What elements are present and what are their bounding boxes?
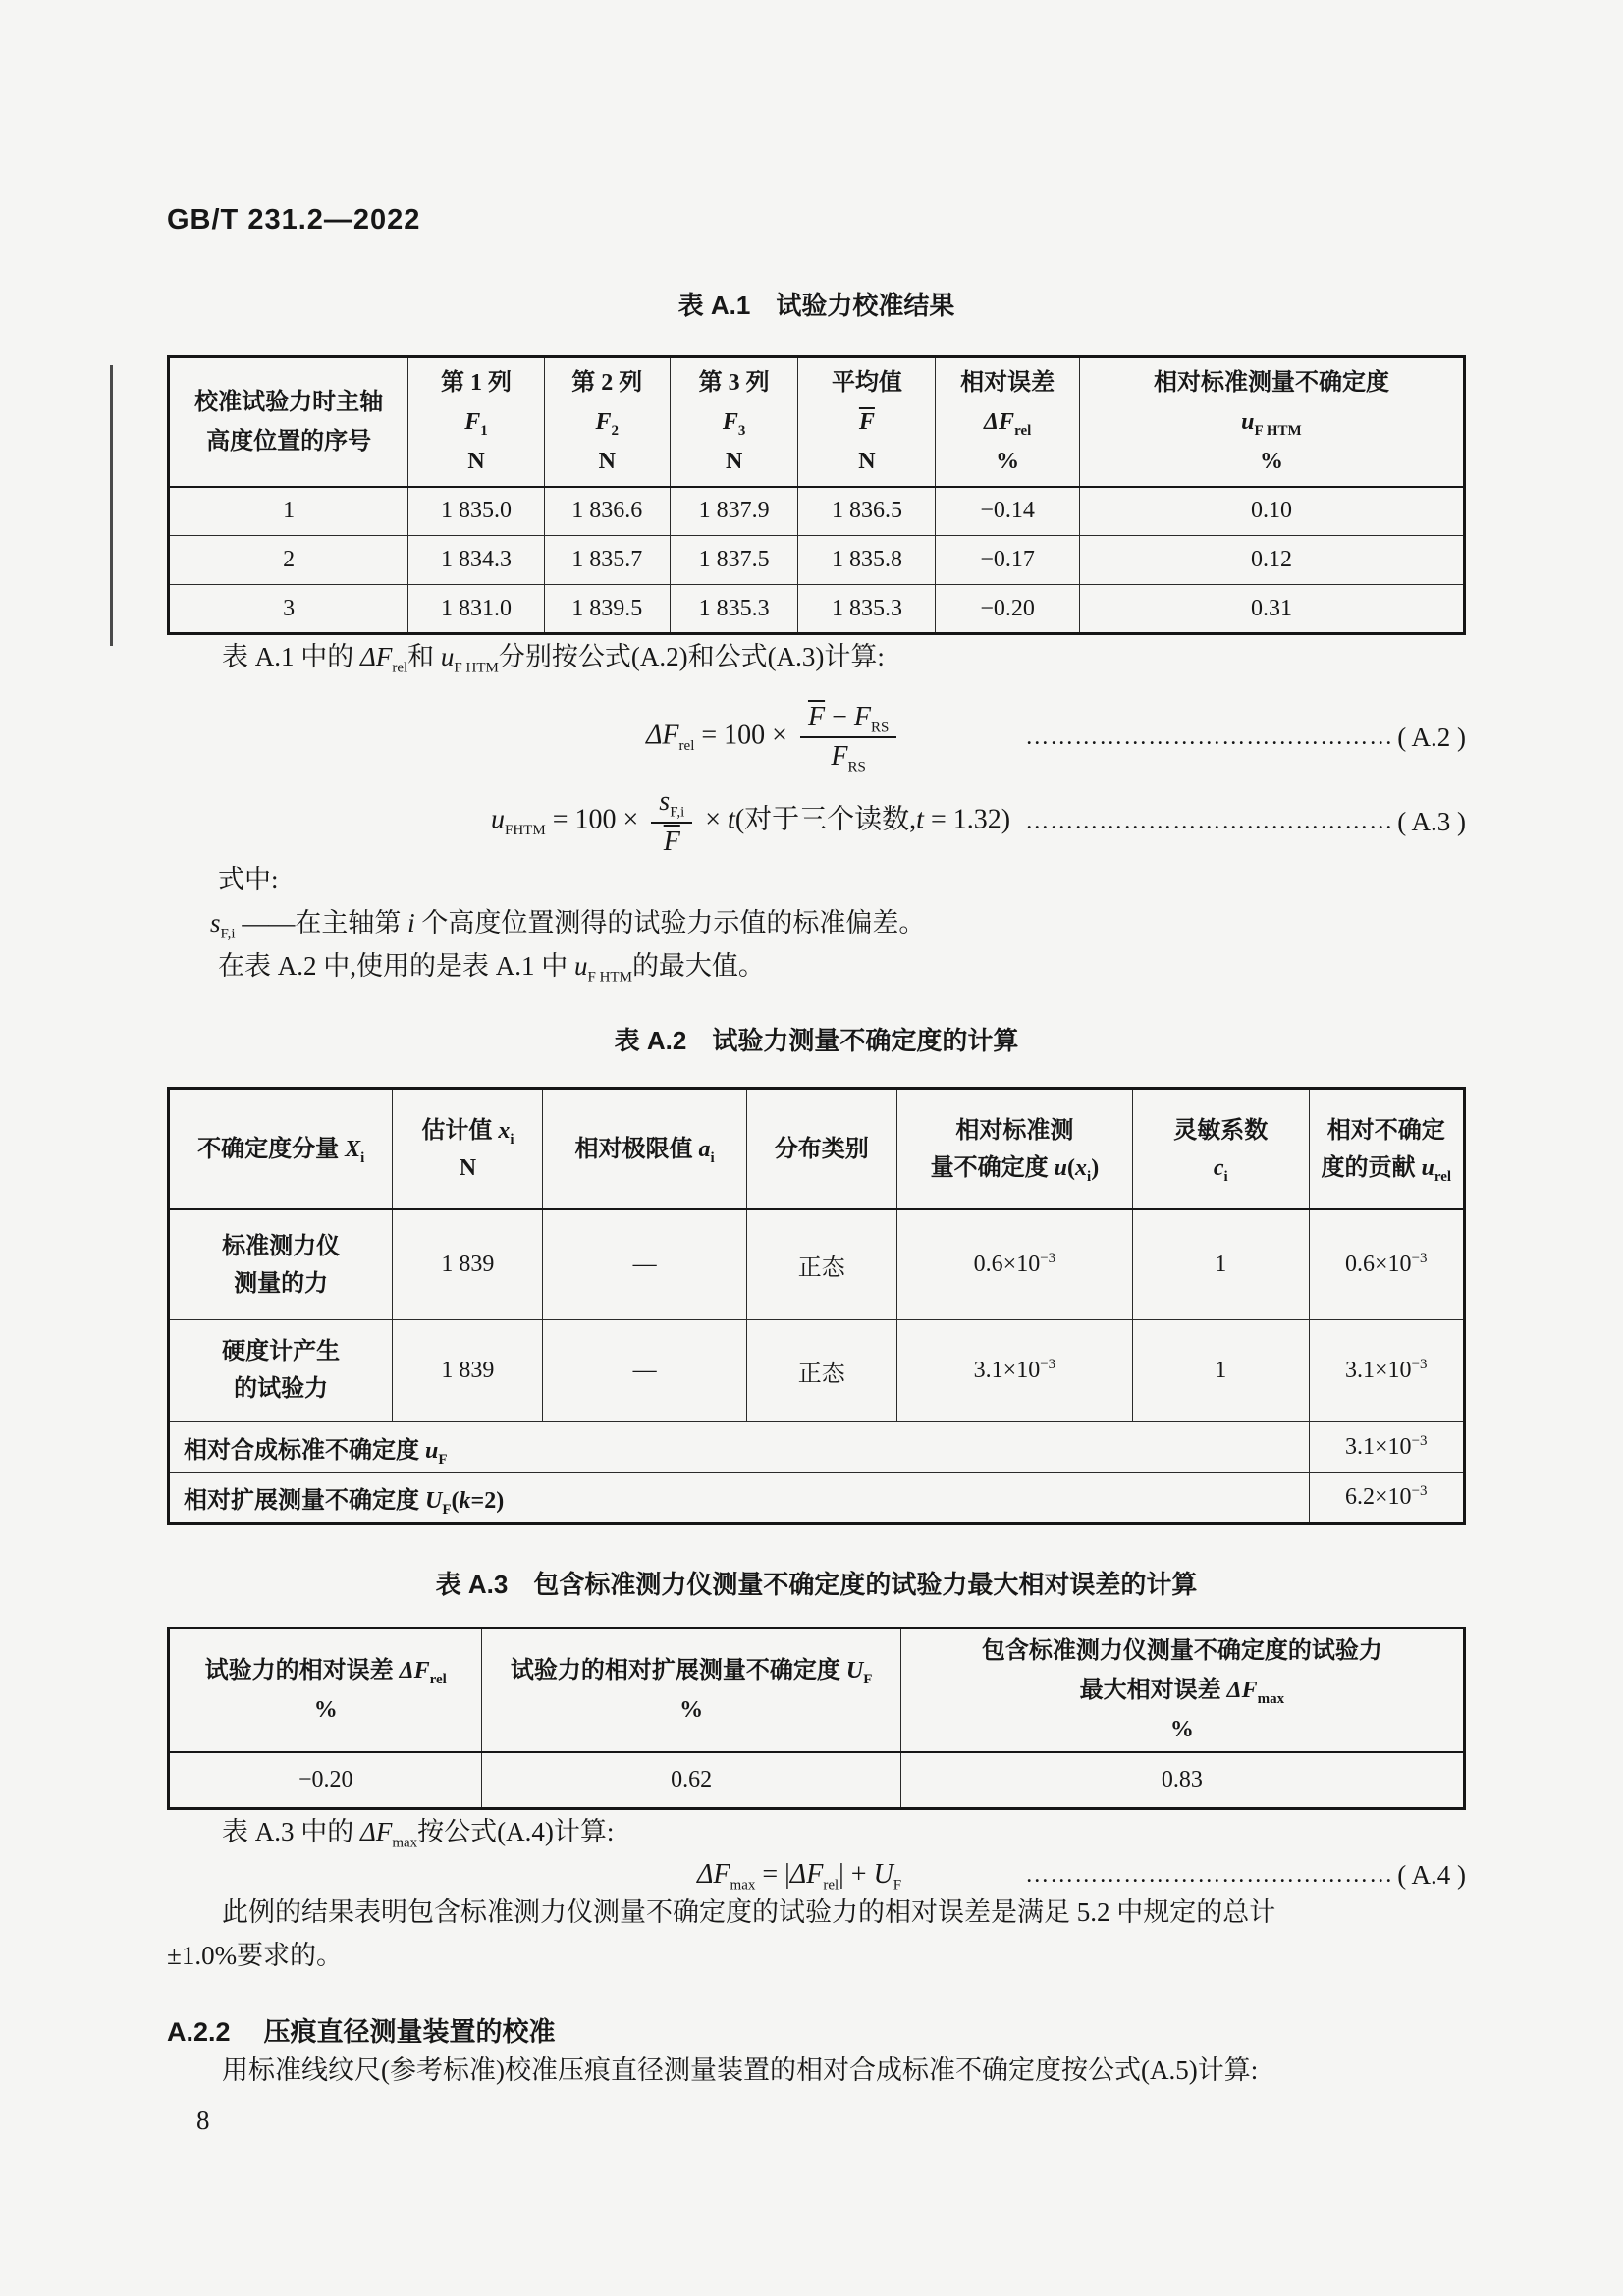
para-a4 xyxy=(167,1810,1466,1853)
cell: −0.17 xyxy=(936,536,1080,585)
math xyxy=(676,402,792,442)
math-sym: F xyxy=(722,408,738,435)
col-header-max-rel-error xyxy=(900,1628,1464,1752)
unit: % xyxy=(1259,448,1283,474)
math-sub: max xyxy=(392,1835,418,1851)
text: 试验力的相对扩展测量不确定度 xyxy=(510,1657,846,1683)
cell: 1 835.8 xyxy=(798,536,936,585)
table-row xyxy=(169,536,1465,585)
math-sub: F HTM xyxy=(1254,422,1302,439)
value: 3.1×10 xyxy=(1345,1433,1412,1460)
col-header-uncertainty xyxy=(1079,357,1464,487)
math xyxy=(488,1651,893,1690)
value: 0.6×10 xyxy=(1345,1252,1412,1277)
text: 在主轴第 xyxy=(295,907,408,937)
math-sym: u xyxy=(1054,1154,1068,1181)
cell-combined-uncertainty-label xyxy=(169,1421,1310,1472)
formula-label: ( A.2 ) xyxy=(1397,721,1466,752)
math-sym: ΔF xyxy=(360,1817,393,1847)
col-header-position xyxy=(169,357,408,487)
text: 个高度位置测得的试验力示值的标准偏差。 xyxy=(414,907,926,937)
cell: 3 xyxy=(169,585,408,634)
math-sub: F xyxy=(442,1502,452,1519)
math-sym: c xyxy=(1213,1154,1224,1181)
unit: % xyxy=(679,1696,704,1723)
cell: 正态 xyxy=(746,1319,896,1421)
math-op: ( xyxy=(1067,1154,1076,1181)
col-header-f2 xyxy=(544,357,670,487)
page-content xyxy=(167,0,1466,2136)
cell xyxy=(1309,1421,1464,1472)
fraction xyxy=(651,786,692,857)
cell: 正态 xyxy=(746,1209,896,1319)
col-header-std-uncertainty xyxy=(896,1088,1132,1209)
text: (对于三个读数, xyxy=(734,804,917,835)
dot-leader: ……………………………………… xyxy=(1025,809,1394,835)
math-sub: F,i xyxy=(220,926,236,942)
unit: N xyxy=(459,1154,477,1181)
math-sym: F xyxy=(853,702,871,732)
math-sym: s xyxy=(659,786,671,818)
cell xyxy=(1309,1472,1464,1523)
text: 试验力的相对误差 xyxy=(204,1657,400,1683)
cell: 1 835.3 xyxy=(670,585,798,634)
cell: 0.62 xyxy=(482,1752,900,1809)
math-sym: U xyxy=(873,1859,893,1891)
table-row xyxy=(169,1319,1465,1421)
heading-a22 xyxy=(167,2010,1466,2049)
text: 相对不确定 xyxy=(1326,1117,1445,1144)
math-sym: x xyxy=(498,1117,511,1144)
text: 量不确定度 xyxy=(930,1154,1055,1181)
math-sym: a xyxy=(698,1136,711,1162)
cell xyxy=(169,1209,393,1319)
math-sub: i xyxy=(360,1149,365,1166)
cell xyxy=(169,1319,393,1421)
math xyxy=(176,1131,386,1168)
math-sym: F xyxy=(464,408,481,435)
cell: 1 837.5 xyxy=(670,536,798,585)
table-a3-caption: 表 A.3 包含标准测力仪测量不确定度的试验力最大相对误差的计算 xyxy=(435,1569,1198,1599)
cell-expanded-uncertainty-label xyxy=(169,1472,1310,1523)
math-sym: k xyxy=(459,1488,471,1515)
math-sym: x xyxy=(1075,1154,1088,1181)
table-row xyxy=(169,1421,1465,1472)
dot-leader: ……………………………………… xyxy=(1025,723,1394,750)
math-sym: U xyxy=(845,1657,864,1683)
text: 最大相对误差 xyxy=(1079,1677,1227,1703)
math-sub: F HTM xyxy=(454,660,499,676)
table-row xyxy=(169,1752,1465,1809)
math-sub: i xyxy=(1087,1168,1092,1185)
text: —— xyxy=(235,907,296,937)
cell: 1 834.3 xyxy=(408,536,545,585)
dot-leader: ……………………………………… xyxy=(1025,1861,1394,1888)
math-sym: s xyxy=(210,907,221,937)
cell: 1 839.5 xyxy=(544,585,670,634)
text: 硬度计产生 xyxy=(222,1339,341,1365)
math xyxy=(1316,1149,1457,1187)
cell: −0.20 xyxy=(169,1752,482,1809)
math-op: = 100 × xyxy=(545,804,646,835)
exponent: −3 xyxy=(1040,1356,1056,1372)
table-a2-caption: 表 A.2 试验力测量不确定度的计算 xyxy=(614,1025,1019,1055)
exponent: −3 xyxy=(1040,1251,1056,1266)
text: = 1.32) xyxy=(923,804,1011,835)
math-sym: ΔF xyxy=(360,642,393,671)
math-sub: i xyxy=(1223,1168,1228,1185)
math-sym: u xyxy=(1421,1154,1434,1181)
text: 相对标准测量不确定度 xyxy=(1153,369,1389,396)
cell: −0.14 xyxy=(936,487,1080,536)
table-row xyxy=(169,585,1465,634)
col-header-rel-error xyxy=(936,357,1080,487)
math-sym: u xyxy=(440,642,455,671)
table-a1-caption: 表 A.1 试验力校准结果 xyxy=(677,291,955,320)
math-sym: ΔF xyxy=(789,1859,824,1891)
change-bar xyxy=(110,365,113,646)
cell xyxy=(1309,1209,1464,1319)
doc-code: GB/T 231.2—2022 xyxy=(167,204,421,236)
text: 相对误差 xyxy=(960,369,1055,396)
fraction-denominator xyxy=(651,824,692,858)
math-sub: RS xyxy=(847,759,866,775)
text: 度的贡献 xyxy=(1321,1154,1422,1181)
math-sub: F xyxy=(438,1451,448,1468)
col-header-rel-error xyxy=(169,1628,482,1752)
text: 灵敏系数 xyxy=(1173,1117,1269,1144)
math xyxy=(804,402,929,442)
cell: 1 835.0 xyxy=(408,487,545,536)
unit: N xyxy=(467,448,485,474)
para-calc xyxy=(167,635,1466,678)
text: 在表 A.2 中,使用的是表 A.1 中 xyxy=(218,950,574,981)
text: 包含标准测力仪测量不确定度的试验力 xyxy=(981,1637,1382,1664)
math xyxy=(549,1131,739,1168)
math-sub: rel xyxy=(429,1671,447,1687)
text: 相对合成标准不确定度 xyxy=(184,1437,425,1464)
para-conclusion-line1: 此例的结果表明包含标准测力仪测量不确定度的试验力的相对误差是满足 5.2 中规定的总计 xyxy=(222,1897,1276,1928)
math xyxy=(903,1149,1126,1187)
math-sym: F xyxy=(831,741,848,773)
cell: 1 836.5 xyxy=(798,487,936,536)
col-header-limit xyxy=(543,1088,746,1209)
cell: 0.31 xyxy=(1079,585,1464,634)
math xyxy=(176,1651,475,1690)
math-sym: X xyxy=(345,1136,361,1162)
math-op: ( xyxy=(451,1488,460,1515)
math-op: = 100 × xyxy=(694,720,794,751)
text: 相对标准测 xyxy=(955,1117,1074,1144)
col-header-estimate xyxy=(393,1088,543,1209)
col-header-mean xyxy=(798,357,936,487)
math-sym: t xyxy=(916,804,924,835)
formula-a4 xyxy=(167,1859,1466,1894)
math-sub: rel xyxy=(1014,422,1032,439)
where-label: 式中: xyxy=(218,864,279,894)
math xyxy=(1139,1149,1303,1187)
text: 和 xyxy=(407,642,441,671)
math-sub: rel xyxy=(678,738,695,755)
math xyxy=(942,402,1073,442)
table-a3-header-row xyxy=(169,1628,1465,1752)
math-sub: rel xyxy=(823,1877,839,1894)
text: 第 2 列 xyxy=(571,369,643,396)
formula-label: ( A.3 ) xyxy=(1397,807,1466,837)
table-row xyxy=(169,1209,1465,1319)
text: 第 1 列 xyxy=(440,369,512,396)
value: 3.1×10 xyxy=(973,1357,1041,1383)
text: 的试验力 xyxy=(234,1376,329,1403)
math-sym: U xyxy=(425,1488,443,1515)
text: 校准试验力时主轴 xyxy=(194,389,384,415)
cell xyxy=(896,1209,1132,1319)
table-row xyxy=(169,487,1465,536)
col-header-component xyxy=(169,1088,393,1209)
math-sub: i xyxy=(710,1149,715,1166)
unit: % xyxy=(996,448,1020,474)
exponent: −3 xyxy=(1411,1356,1428,1372)
unit: % xyxy=(1169,1716,1194,1742)
where-definition xyxy=(167,901,1466,944)
math-sub: RS xyxy=(870,720,890,736)
fraction xyxy=(800,702,896,773)
math-sym: u xyxy=(1241,408,1255,435)
math-sub: 2 xyxy=(611,422,620,439)
cell: 2 xyxy=(169,536,408,585)
cell: 1 835.7 xyxy=(544,536,670,585)
value: 3.1×10 xyxy=(1345,1357,1412,1383)
para-conclusion-line2: ±1.0%要求的。 xyxy=(167,1941,344,1971)
math-sym: u xyxy=(425,1437,439,1464)
math-sym: u xyxy=(491,804,505,835)
math-sub: F xyxy=(863,1671,873,1687)
math-sym: ΔF xyxy=(1226,1677,1258,1703)
math-sym: ΔF xyxy=(646,720,679,751)
math-op: − xyxy=(825,702,854,732)
table-a1-header-row xyxy=(169,357,1465,487)
cell: — xyxy=(543,1209,746,1319)
cell: 1 xyxy=(169,487,408,536)
col-header-contribution xyxy=(1309,1088,1464,1209)
math xyxy=(907,1671,1457,1710)
math-sym: F xyxy=(663,826,680,857)
value: 0.6×10 xyxy=(973,1252,1041,1277)
math-sym: $\overline{F}$ xyxy=(858,408,875,435)
math xyxy=(399,1112,536,1149)
text: 按公式(A.4)计算: xyxy=(417,1817,615,1847)
unit: N xyxy=(858,448,876,474)
cell: −0.20 xyxy=(936,585,1080,634)
page-number: 8 xyxy=(196,2106,210,2136)
para-note-a2 xyxy=(167,944,1466,988)
math-sub: F HTM xyxy=(587,969,632,986)
fraction-denominator xyxy=(800,738,896,773)
text: 分布类别 xyxy=(774,1136,869,1162)
math-sub: F xyxy=(893,1877,902,1894)
formula-a3 xyxy=(167,786,1466,857)
cell: 1 835.3 xyxy=(798,585,936,634)
math-op: | + xyxy=(839,1859,874,1891)
math-sub: rel xyxy=(1434,1168,1452,1185)
math xyxy=(551,402,664,442)
formula-body xyxy=(697,1859,902,1894)
math-op: × xyxy=(698,804,729,835)
formula-label: ( A.4 ) xyxy=(1397,1859,1466,1890)
math-sub: i xyxy=(510,1131,514,1148)
exponent: −3 xyxy=(1411,1432,1428,1449)
text: 表 A.3 中的 xyxy=(222,1817,360,1847)
table-row xyxy=(169,1472,1465,1523)
formula-body xyxy=(646,702,902,773)
math-sub: max xyxy=(1257,1690,1285,1707)
math-sub: max xyxy=(730,1877,756,1894)
table-a2 xyxy=(167,1087,1466,1525)
math-sym: ΔF xyxy=(697,1859,730,1891)
col-header-f1 xyxy=(408,357,545,487)
formula-body xyxy=(491,786,1010,857)
text: 相对极限值 xyxy=(574,1136,699,1162)
text: 相对扩展测量不确定度 xyxy=(184,1488,425,1515)
math xyxy=(1086,402,1457,442)
math-sub: 1 xyxy=(480,422,488,439)
math xyxy=(414,402,538,442)
cell xyxy=(896,1319,1132,1421)
text: 测量的力 xyxy=(234,1270,329,1297)
math-sub: F,i xyxy=(670,804,685,821)
math-op: ) xyxy=(1091,1154,1100,1181)
math-sub: 3 xyxy=(737,422,746,439)
fraction-numerator xyxy=(651,786,692,823)
cell: 0.10 xyxy=(1079,487,1464,536)
math-sym: u xyxy=(574,950,588,981)
text: 不确定度分量 xyxy=(197,1136,346,1162)
unit: N xyxy=(598,448,616,474)
math-sym: t xyxy=(728,804,735,835)
cell: 1 839 xyxy=(393,1209,543,1319)
unit: N xyxy=(725,448,743,474)
math-sym: F xyxy=(595,408,612,435)
cell: 0.83 xyxy=(900,1752,1464,1809)
text: 第 3 列 xyxy=(698,369,770,396)
math-sub: rel xyxy=(392,660,408,676)
cell: 1 xyxy=(1133,1319,1310,1421)
text: 高度位置的序号 xyxy=(206,428,372,454)
table-a2-header-row xyxy=(169,1088,1465,1209)
text: 表 A.1 中的 xyxy=(222,642,360,671)
math-op: =2) xyxy=(470,1488,505,1515)
value: 6.2×10 xyxy=(1345,1484,1412,1511)
unit: % xyxy=(313,1696,338,1723)
col-header-f3 xyxy=(670,357,798,487)
math-sym: ΔF xyxy=(984,408,1015,435)
math-op: = | xyxy=(755,1859,790,1891)
formula-a2 xyxy=(167,702,1466,773)
cell: 1 836.6 xyxy=(544,487,670,536)
col-header-sensitivity xyxy=(1133,1088,1310,1209)
fraction-numerator xyxy=(800,702,896,738)
cell: 1 839 xyxy=(393,1319,543,1421)
para-a22: 用标准线纹尺(参考标准)校准压痕直径测量装置的相对合成标准不确定度按公式(A.5)计算: xyxy=(222,2056,1259,2086)
math-sym: i xyxy=(407,907,415,937)
text: 分别按公式(A.2)和公式(A.3)计算: xyxy=(498,642,885,671)
text: 标准测力仪 xyxy=(222,1233,341,1259)
text: 平均值 xyxy=(831,369,902,396)
exponent: −3 xyxy=(1411,1251,1428,1266)
math-sym: $\overline{F}$ xyxy=(807,702,826,732)
exponent: −3 xyxy=(1411,1483,1428,1500)
cell xyxy=(1309,1319,1464,1421)
cell: — xyxy=(543,1319,746,1421)
math-sub: FHTM xyxy=(505,823,546,839)
cell: 1 831.0 xyxy=(408,585,545,634)
cell: 1 837.9 xyxy=(670,487,798,536)
cell: 0.12 xyxy=(1079,536,1464,585)
table-a1 xyxy=(167,355,1466,635)
math-sym: ΔF xyxy=(399,1657,430,1683)
heading-title: 压痕直径测量装置的校准 xyxy=(263,2017,556,2048)
col-header-expanded-uncertainty xyxy=(482,1628,900,1752)
text: 的最大值。 xyxy=(631,950,765,981)
heading-number: A.2.2 xyxy=(167,2017,231,2048)
table-a3 xyxy=(167,1627,1466,1811)
col-header-distribution xyxy=(746,1088,896,1209)
cell: 1 xyxy=(1133,1209,1310,1319)
text: 估计值 xyxy=(421,1117,499,1144)
